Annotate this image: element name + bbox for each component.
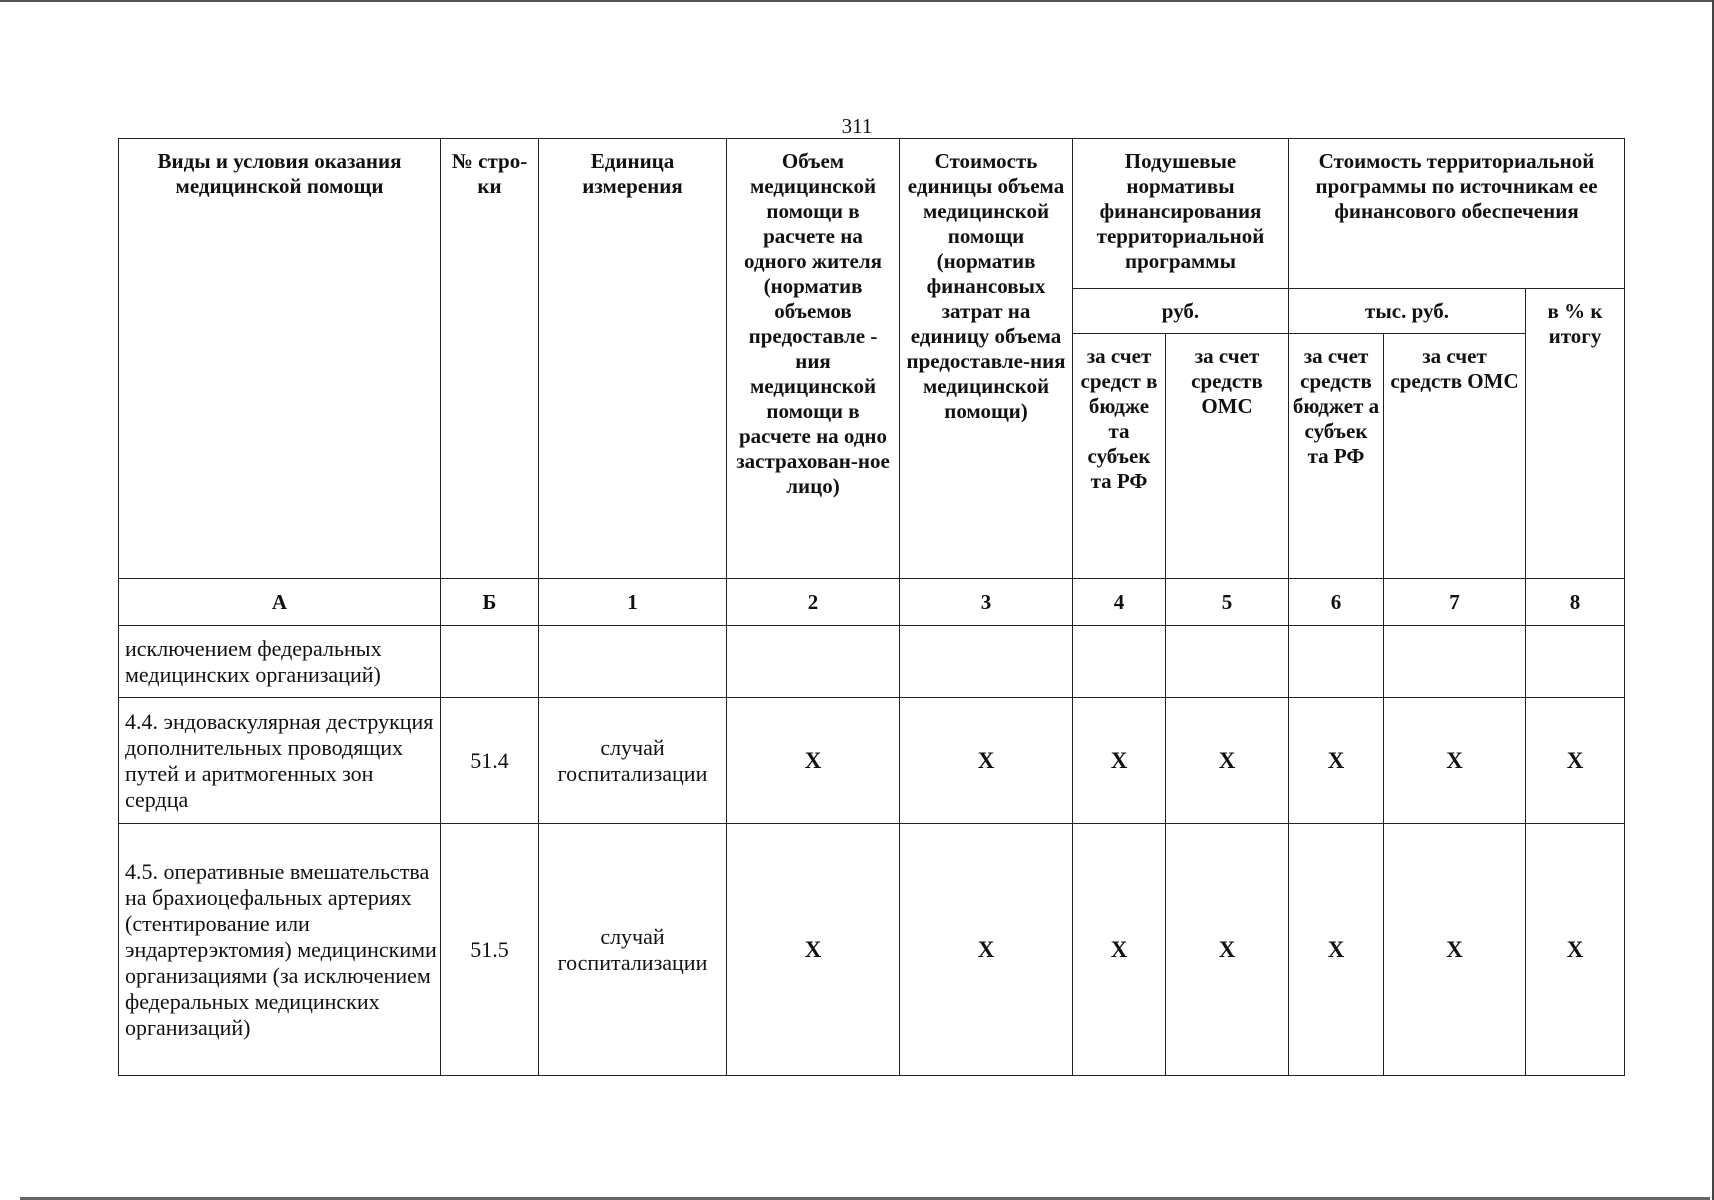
row-value: X (900, 824, 1073, 1076)
row-value: X (900, 698, 1073, 824)
row-value: X (1384, 698, 1526, 824)
row-value (1289, 626, 1384, 698)
header-subject-budget-rub: за счет средст в бюдже та субъек та РФ (1073, 334, 1166, 579)
header-unit-cost: Стоимость единицы объема медицинской помощи (норматив финансовых затрат на единицу объема предоставле-ния медицинской помощи) (900, 139, 1073, 579)
row-value (1384, 626, 1526, 698)
row-number: 51.5 (441, 824, 539, 1076)
row-value: X (1166, 698, 1289, 824)
column-number: 6 (1289, 579, 1384, 626)
row-value: X (1526, 824, 1625, 1076)
page-number: 311 (841, 114, 873, 138)
row-name: исключением федеральных медицинских организаций) (119, 626, 441, 698)
column-number: А (119, 579, 441, 626)
row-unit: случай госпитализации (539, 698, 727, 824)
scan-edge-top (0, 0, 1714, 2)
table-row (119, 824, 1625, 1076)
column-number: 1 (539, 579, 727, 626)
header-program-cost: Стоимость территориальной программы по источникам ее финансового обеспечения (1289, 139, 1625, 289)
column-number: Б (441, 579, 539, 626)
header-subject-budget-thousand: за счет средств бюджет а субъек та РФ (1289, 334, 1384, 579)
row-value: X (727, 824, 900, 1076)
row-value: X (1073, 824, 1166, 1076)
row-value: X (1073, 698, 1166, 824)
row-value: X (1166, 824, 1289, 1076)
column-number: 5 (1166, 579, 1289, 626)
column-number: 4 (1073, 579, 1166, 626)
column-number: 3 (900, 579, 1073, 626)
header-oms-thousand: за счет средств ОМС (1384, 334, 1526, 579)
header-unit-thousand-rub: тыс. руб. (1289, 289, 1526, 334)
row-name: 4.4. эндоваскулярная деструкция дополнительных проводящих путей и аритмогенных зон сердца (119, 698, 441, 824)
row-value (1073, 626, 1166, 698)
row-value: X (1526, 698, 1625, 824)
row-value: X (1384, 824, 1526, 1076)
row-value (1526, 626, 1625, 698)
column-number: 2 (727, 579, 900, 626)
row-name: 4.5. оперативные вмешательства на брахиоцефальных артериях (стентирование или эндартерэктомия) медицинскими организациями (за исключением федеральных медицинских организаций) (119, 824, 441, 1076)
table-row (119, 626, 1625, 698)
program-cost-table (118, 138, 1625, 1076)
row-value (900, 626, 1073, 698)
row-unit (539, 626, 727, 698)
row-value: X (1289, 698, 1384, 824)
row-value: X (727, 698, 900, 824)
table-row (119, 698, 1625, 824)
row-value (1166, 626, 1289, 698)
header-per-capita-norms: Подушевые нормативы финансирования территориальной программы (1073, 139, 1289, 289)
row-unit: случай госпитализации (539, 824, 727, 1076)
column-number: 7 (1384, 579, 1526, 626)
header-oms-rub: за счет средств ОМС (1166, 334, 1289, 579)
header-type-and-conditions: Виды и условия оказания медицинской помощи (119, 139, 441, 579)
header-row-number: № стро-ки (441, 139, 539, 579)
header-unit-rub: руб. (1073, 289, 1289, 334)
row-number (441, 626, 539, 698)
header-volume-per-resident: Объем медицинской помощи в расчете на одного жителя (норматив объемов предоставле - ния медицинской помощи в расчете на одно застрахован-ное лицо) (727, 139, 900, 579)
row-value: X (1289, 824, 1384, 1076)
row-value (727, 626, 900, 698)
header-percent-of-total: в % к итогу (1526, 289, 1625, 579)
row-number: 51.4 (441, 698, 539, 824)
column-number: 8 (1526, 579, 1625, 626)
header-unit-of-measure: Единица измерения (539, 139, 727, 579)
